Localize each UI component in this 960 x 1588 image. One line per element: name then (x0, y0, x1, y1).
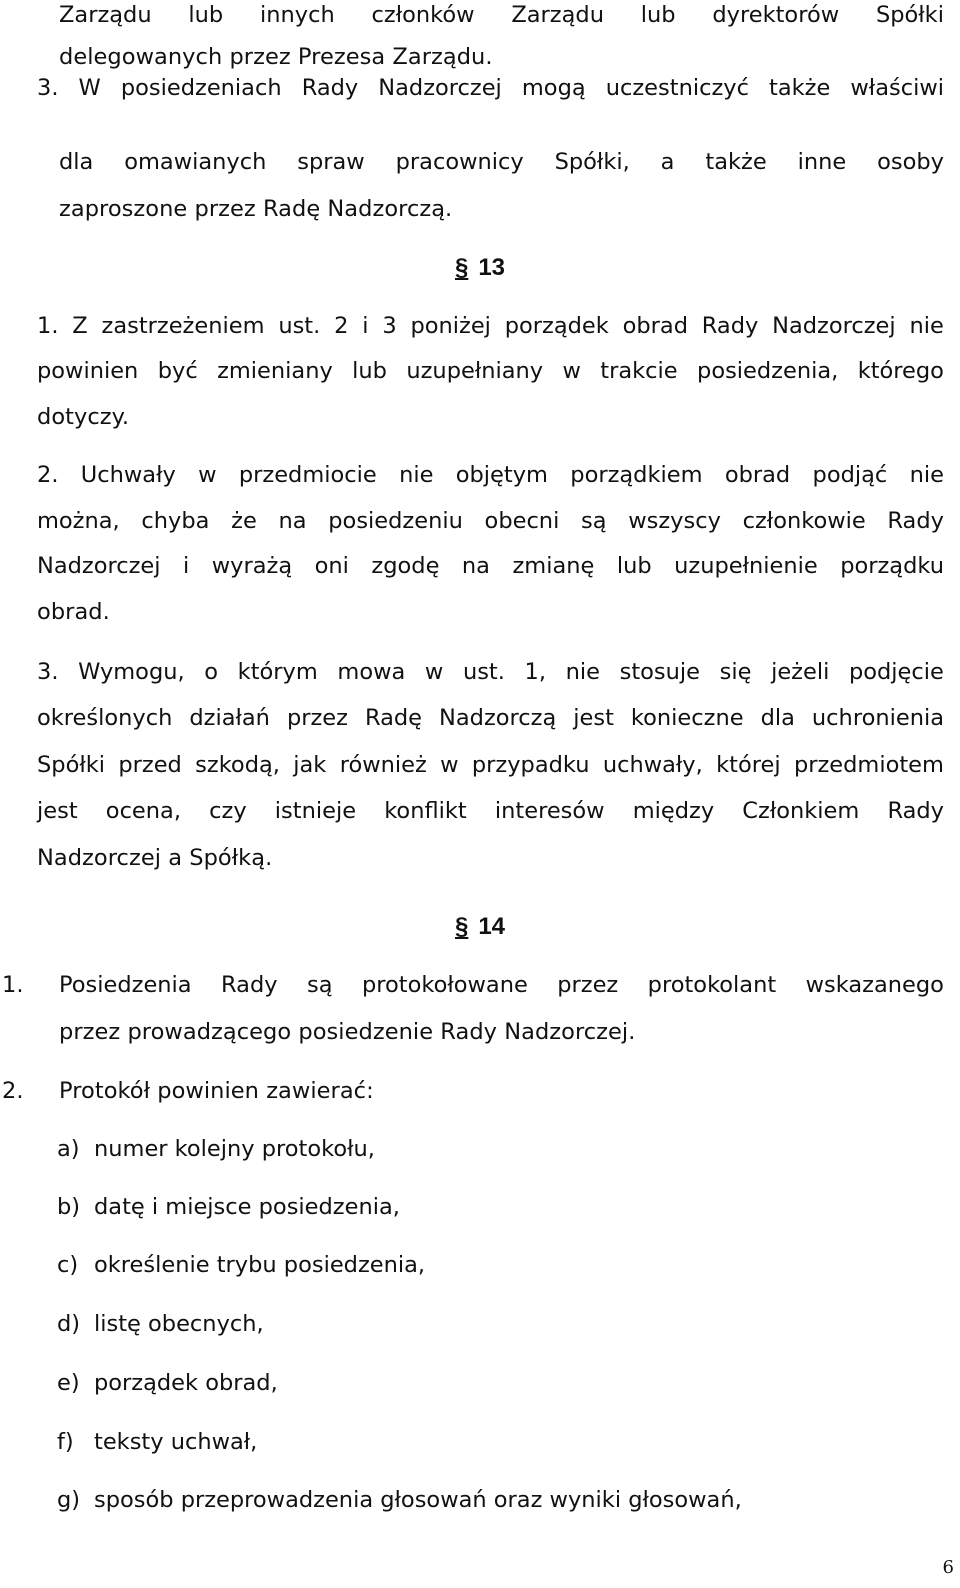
word: działań (189, 705, 270, 731)
word: w (424, 659, 444, 685)
word: jeżeli (771, 659, 830, 685)
list-item (57, 1309, 264, 1339)
justified-line (37, 796, 944, 826)
word: Radę (364, 705, 423, 731)
text-line: dotyczy. (37, 404, 130, 430)
word: 1, (524, 659, 546, 685)
word: nie (565, 659, 600, 685)
word: której (716, 752, 781, 778)
word: Wymogu, (78, 659, 185, 685)
list-item (57, 1250, 425, 1280)
word: i (183, 553, 190, 579)
word: jest (573, 705, 614, 731)
list-item-label: e) (57, 1370, 80, 1396)
word: są (307, 972, 333, 998)
paragraph-number: 2. (2, 1078, 24, 1104)
word: porządek (504, 313, 609, 339)
word: w (562, 358, 581, 384)
justified-line (37, 311, 944, 341)
word: na (278, 508, 307, 534)
word: przez (286, 705, 348, 731)
word: interesów (494, 798, 605, 824)
paragraph-number: 1. (2, 972, 24, 998)
word: 2 (334, 313, 349, 339)
word: ust. (462, 659, 505, 685)
list-item (57, 1192, 400, 1222)
text-line: zaproszone przez Radę Nadzorczą. (59, 196, 453, 222)
word: między (632, 798, 715, 824)
justified-line (37, 460, 944, 490)
word: spraw (297, 149, 365, 175)
word: lub (616, 553, 652, 579)
word: i (362, 313, 369, 339)
word: ocena, (105, 798, 181, 824)
word: 3. (37, 75, 59, 101)
word: omawianych (124, 149, 267, 175)
word: dla (59, 149, 94, 175)
word: Spółki (37, 752, 106, 778)
list-item (57, 1485, 742, 1515)
word: w (440, 752, 459, 778)
justified-line (59, 147, 944, 177)
word: posiedzeniach (120, 75, 282, 101)
word: 3. (37, 659, 59, 685)
word: uchronienia (811, 705, 944, 731)
justified-line (37, 657, 944, 687)
list-item-label: d) (57, 1311, 81, 1337)
word: także (769, 75, 831, 101)
word: także (705, 149, 767, 175)
word: przedmiocie (238, 462, 377, 488)
word: Spółki, (554, 149, 630, 175)
word: uzupełnienie (674, 553, 818, 579)
word: istnieje (274, 798, 357, 824)
text-line: Nadzorczej a Spółką. (37, 845, 273, 871)
word: Rady (221, 972, 278, 998)
justified-line (37, 703, 944, 733)
word: określonych (37, 705, 173, 731)
list-item-text: datę i miejsce posiedzenia, (94, 1194, 400, 1220)
word: lub (640, 2, 676, 28)
word: protokolant (647, 972, 777, 998)
word: obrad (724, 462, 791, 488)
list-item-label: b) (57, 1194, 81, 1220)
word: członkowie (742, 508, 866, 534)
list-item-label: f) (57, 1429, 74, 1455)
word: Uchwały (80, 462, 176, 488)
word: Posiedzenia (59, 972, 192, 998)
word: o (204, 659, 219, 685)
text-line: delegowanych przez Prezesa Zarządu. (59, 44, 493, 70)
word: obrad (622, 313, 688, 339)
word: W (78, 75, 101, 101)
justified-line (59, 970, 944, 1000)
word: poniżej (410, 313, 491, 339)
word: jest (37, 798, 78, 824)
word: zmieniany (217, 358, 333, 384)
word: zastrzeżeniem (101, 313, 265, 339)
word: konieczne (630, 705, 744, 731)
word: dyrektorów (712, 2, 840, 28)
word: być (157, 358, 198, 384)
word: na (461, 553, 490, 579)
list-item-text: porządek obrad, (94, 1370, 278, 1396)
word: chyba (141, 508, 210, 534)
word: jak (293, 752, 327, 778)
word: nie (399, 462, 434, 488)
justified-line (37, 750, 944, 780)
word: porządkiem (570, 462, 703, 488)
word: uzupełniany (406, 358, 544, 384)
justified-line (37, 506, 944, 536)
word: czy (209, 798, 247, 824)
word: nie (909, 462, 944, 488)
word: Rady (301, 75, 359, 101)
word: podjęcie (848, 659, 944, 685)
word: Nadzorczej (37, 553, 161, 579)
word: Zarządu (59, 2, 152, 28)
word: zgodę (371, 553, 440, 579)
word: przez (557, 972, 619, 998)
list-item (57, 1427, 257, 1457)
word: uchwały, (602, 752, 703, 778)
word: również (339, 752, 427, 778)
word: przypadku (471, 752, 590, 778)
page-number: 6 (942, 1557, 954, 1578)
word: lub (188, 2, 224, 28)
word: posiedzeniu (328, 508, 463, 534)
word: objętym (455, 462, 548, 488)
word: nie (909, 313, 944, 339)
word: pracownicy (395, 149, 524, 175)
word: wskazanego (805, 972, 944, 998)
section-number: 13 (478, 254, 506, 281)
word: przed (118, 752, 182, 778)
word: powinien (37, 358, 139, 384)
word: Członkiem (742, 798, 860, 824)
word: uczestniczyć (605, 75, 749, 101)
list-item-text: teksty uchwał, (94, 1429, 258, 1455)
text-line: przez prowadzącego posiedzenie Rady Nadzorczej. (59, 1019, 636, 1045)
word: inne (797, 149, 847, 175)
list-item-label: g) (57, 1487, 81, 1513)
word: 3 (382, 313, 397, 339)
list-item (57, 1134, 375, 1164)
word: obecni (484, 508, 560, 534)
section-heading-14 (0, 912, 960, 942)
word: szkodą, (195, 752, 280, 778)
word: wszyscy (628, 508, 721, 534)
text-line: Protokół powinien zawierać: (59, 1078, 374, 1104)
word: dla (760, 705, 795, 731)
word: ust. (278, 313, 321, 339)
word: się (719, 659, 752, 685)
word: oni (314, 553, 349, 579)
text-line: obrad. (37, 599, 110, 625)
word: którego (857, 358, 944, 384)
word: Nadzorczej (378, 75, 502, 101)
list-item-text: sposób przeprowadzenia głosowań oraz wyniki głosowań, (94, 1487, 742, 1513)
word: 1. (37, 313, 59, 339)
word: w (198, 462, 217, 488)
word: Nadzorczej (772, 313, 896, 339)
word: stosuje (619, 659, 700, 685)
word: podjąć (812, 462, 888, 488)
word: Nadzorczą (439, 705, 557, 731)
word: trakcie (600, 358, 678, 384)
word: osoby (877, 149, 944, 175)
word: porządku (840, 553, 944, 579)
word: właściwi (850, 75, 944, 101)
section-heading-13 (0, 253, 960, 283)
word: lub (352, 358, 387, 384)
word: Zarządu (511, 2, 604, 28)
list-item-text: listę obecnych, (94, 1311, 264, 1337)
section-symbol: § (454, 254, 469, 281)
word: że (231, 508, 257, 534)
justified-line (37, 356, 944, 386)
word: członków (371, 2, 475, 28)
list-item-text: określenie trybu posiedzenia, (94, 1252, 426, 1278)
word: posiedzenia, (697, 358, 839, 384)
word: można, (37, 508, 120, 534)
word: zmianę (512, 553, 595, 579)
section-symbol: § (454, 913, 469, 940)
word: którym (237, 659, 318, 685)
word: protokołowane (361, 972, 528, 998)
word: a (660, 149, 675, 175)
word: Rady (887, 798, 944, 824)
word: Rady (701, 313, 759, 339)
word: Z (72, 313, 88, 339)
word: przedmiotem (793, 752, 944, 778)
word: mogą (521, 75, 586, 101)
word: innych (260, 2, 335, 28)
justified-line (59, 0, 944, 30)
justified-line (37, 73, 944, 103)
word: Rady (887, 508, 944, 534)
section-number: 14 (478, 913, 506, 940)
list-item-text: numer kolejny protokołu, (94, 1136, 375, 1162)
list-item-label: c) (57, 1252, 79, 1278)
word: konflikt (384, 798, 467, 824)
word: wyrażą (211, 553, 293, 579)
list-item-label: a) (57, 1136, 80, 1162)
list-item (57, 1368, 278, 1398)
word: mowa (337, 659, 406, 685)
word: Spółki (875, 2, 944, 28)
word: są (581, 508, 607, 534)
justified-line (37, 551, 944, 581)
word: 2. (37, 462, 59, 488)
